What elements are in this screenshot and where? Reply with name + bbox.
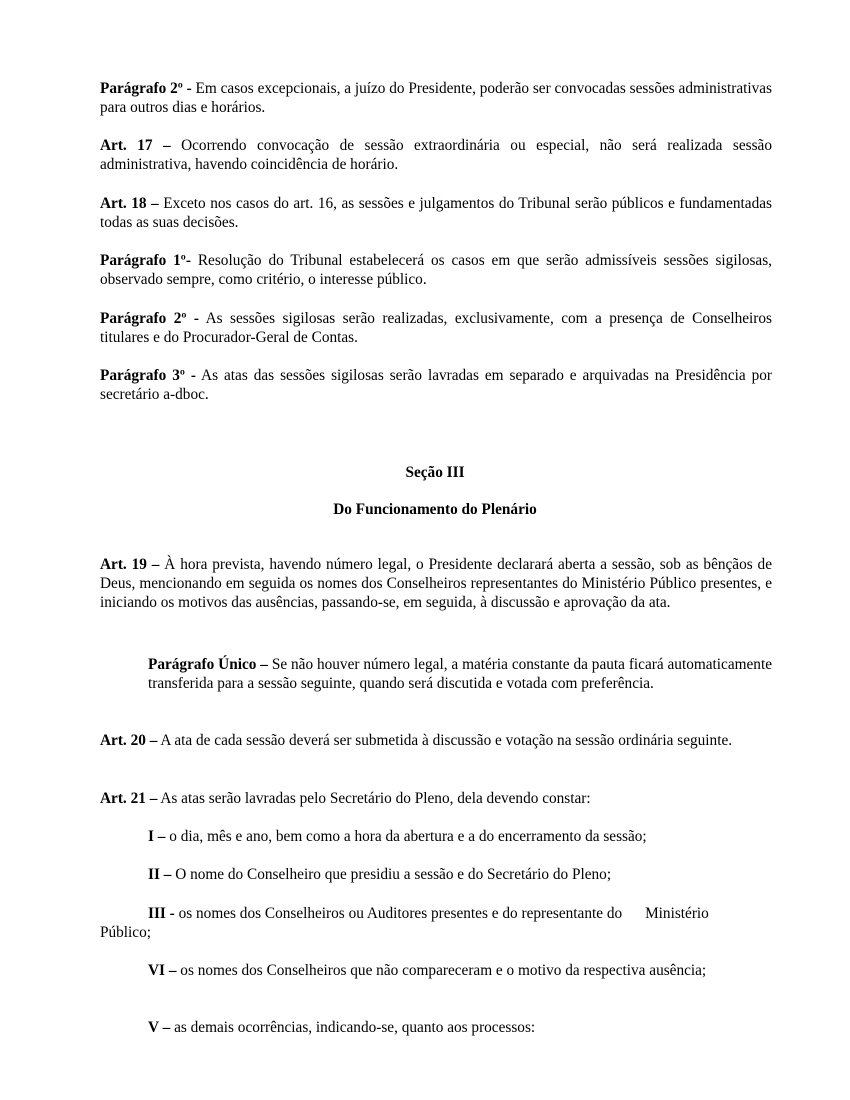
label: Parágrafo 3º - [100, 367, 196, 384]
article-21 [100, 789, 772, 808]
text: À hora prevista, havendo número legal, o Presidente declarará aberta a sessão, sob as bênçãos de Deus, mencionando em seguida os nomes dos Conselheiros representantes do Ministério Público presentes, e iniciando os motivos das ausências, passando-se, em seguida, à discussão e aprovação da ata. [100, 556, 772, 611]
article-17 [100, 136, 772, 174]
article-19 [100, 555, 772, 612]
label: VI – [148, 962, 177, 979]
text: As atas serão lavradas pelo Secretário do Pleno, dela devendo constar: [157, 790, 591, 807]
paragraph-unico [148, 655, 772, 693]
label: Parágrafo 2º - [100, 80, 192, 97]
label: Art. 21 – [100, 790, 158, 807]
article-18 [100, 194, 772, 232]
label: Art. 18 – [100, 195, 159, 212]
text: A ata de cada sessão deverá ser submetida à discussão e votação na sessão ordinária seguinte. [157, 732, 733, 749]
label: Art. 17 – [100, 137, 171, 154]
item-v [148, 1018, 772, 1037]
text: os nomes dos Conselheiros que não compareceram e o motivo da respectiva ausência; [176, 962, 707, 979]
text: O nome do Conselheiro que presidiu a sessão e do Secretário do Pleno; [171, 866, 612, 883]
label: Parágrafo 1º- [100, 252, 191, 269]
text: as demais ocorrências, indicando-se, quanto aos processos: [170, 1019, 536, 1036]
item-vi [148, 961, 708, 980]
section-title: Seção III [405, 464, 465, 481]
text: o dia, mês e ano, bem como a hora da abertura e a do encerramento da sessão; [165, 828, 647, 845]
item-i [148, 827, 772, 846]
text: Se não houver número legal, a matéria constante da pauta ficará automaticamente transferida para a sessão seguinte, quando será discutida e votada com preferência. [148, 656, 772, 692]
label: Parágrafo Único – [148, 656, 268, 673]
text: os nomes dos Conselheiros ou Auditores presentes e do representante do Ministério Público; [100, 905, 713, 941]
section-subtitle: Do Funcionamento do Plenário [333, 501, 537, 518]
label: Parágrafo 2º - [100, 310, 199, 327]
text: Resolução do Tribunal estabelecerá os casos em que serão admissíveis sessões sigilosas, observado sempre, como critério, o interesse público. [100, 252, 773, 288]
paragraph-3-atas [100, 366, 772, 404]
text: Ocorrendo convocação de sessão extraordinária ou especial, não será realizada sessão administrativa, havendo coincidência de horário. [100, 137, 772, 173]
paragraph-1-sigilosas [100, 251, 772, 289]
label: Art. 20 – [100, 732, 158, 749]
label: Art. 19 – [100, 556, 160, 573]
text: Em casos excepcionais, a juízo do Presidente, poderão ser convocadas sessões administrativas para outros dias e horários. [100, 80, 773, 116]
item-iii [100, 904, 762, 942]
text: As atas das sessões sigilosas serão lavradas em separado e arquivadas na Presidência por secretário a-dboc. [100, 367, 772, 403]
paragraph-2-sigilosas [100, 309, 772, 347]
label: II – [148, 866, 172, 883]
label: III - [148, 905, 175, 922]
paragraph-2-admin [100, 79, 772, 117]
label: V – [148, 1019, 171, 1036]
item-ii [148, 865, 772, 884]
text: Exceto nos casos do art. 16, as sessões e julgamentos do Tribunal serão públicos e fundamentadas todas as suas decisões. [100, 195, 772, 231]
article-20 [100, 731, 772, 750]
text: As sessões sigilosas serão realizadas, exclusivamente, com a presença de Conselheiros titulares e do Procurador-Geral de Contas. [100, 310, 773, 346]
label: I – [148, 828, 166, 845]
